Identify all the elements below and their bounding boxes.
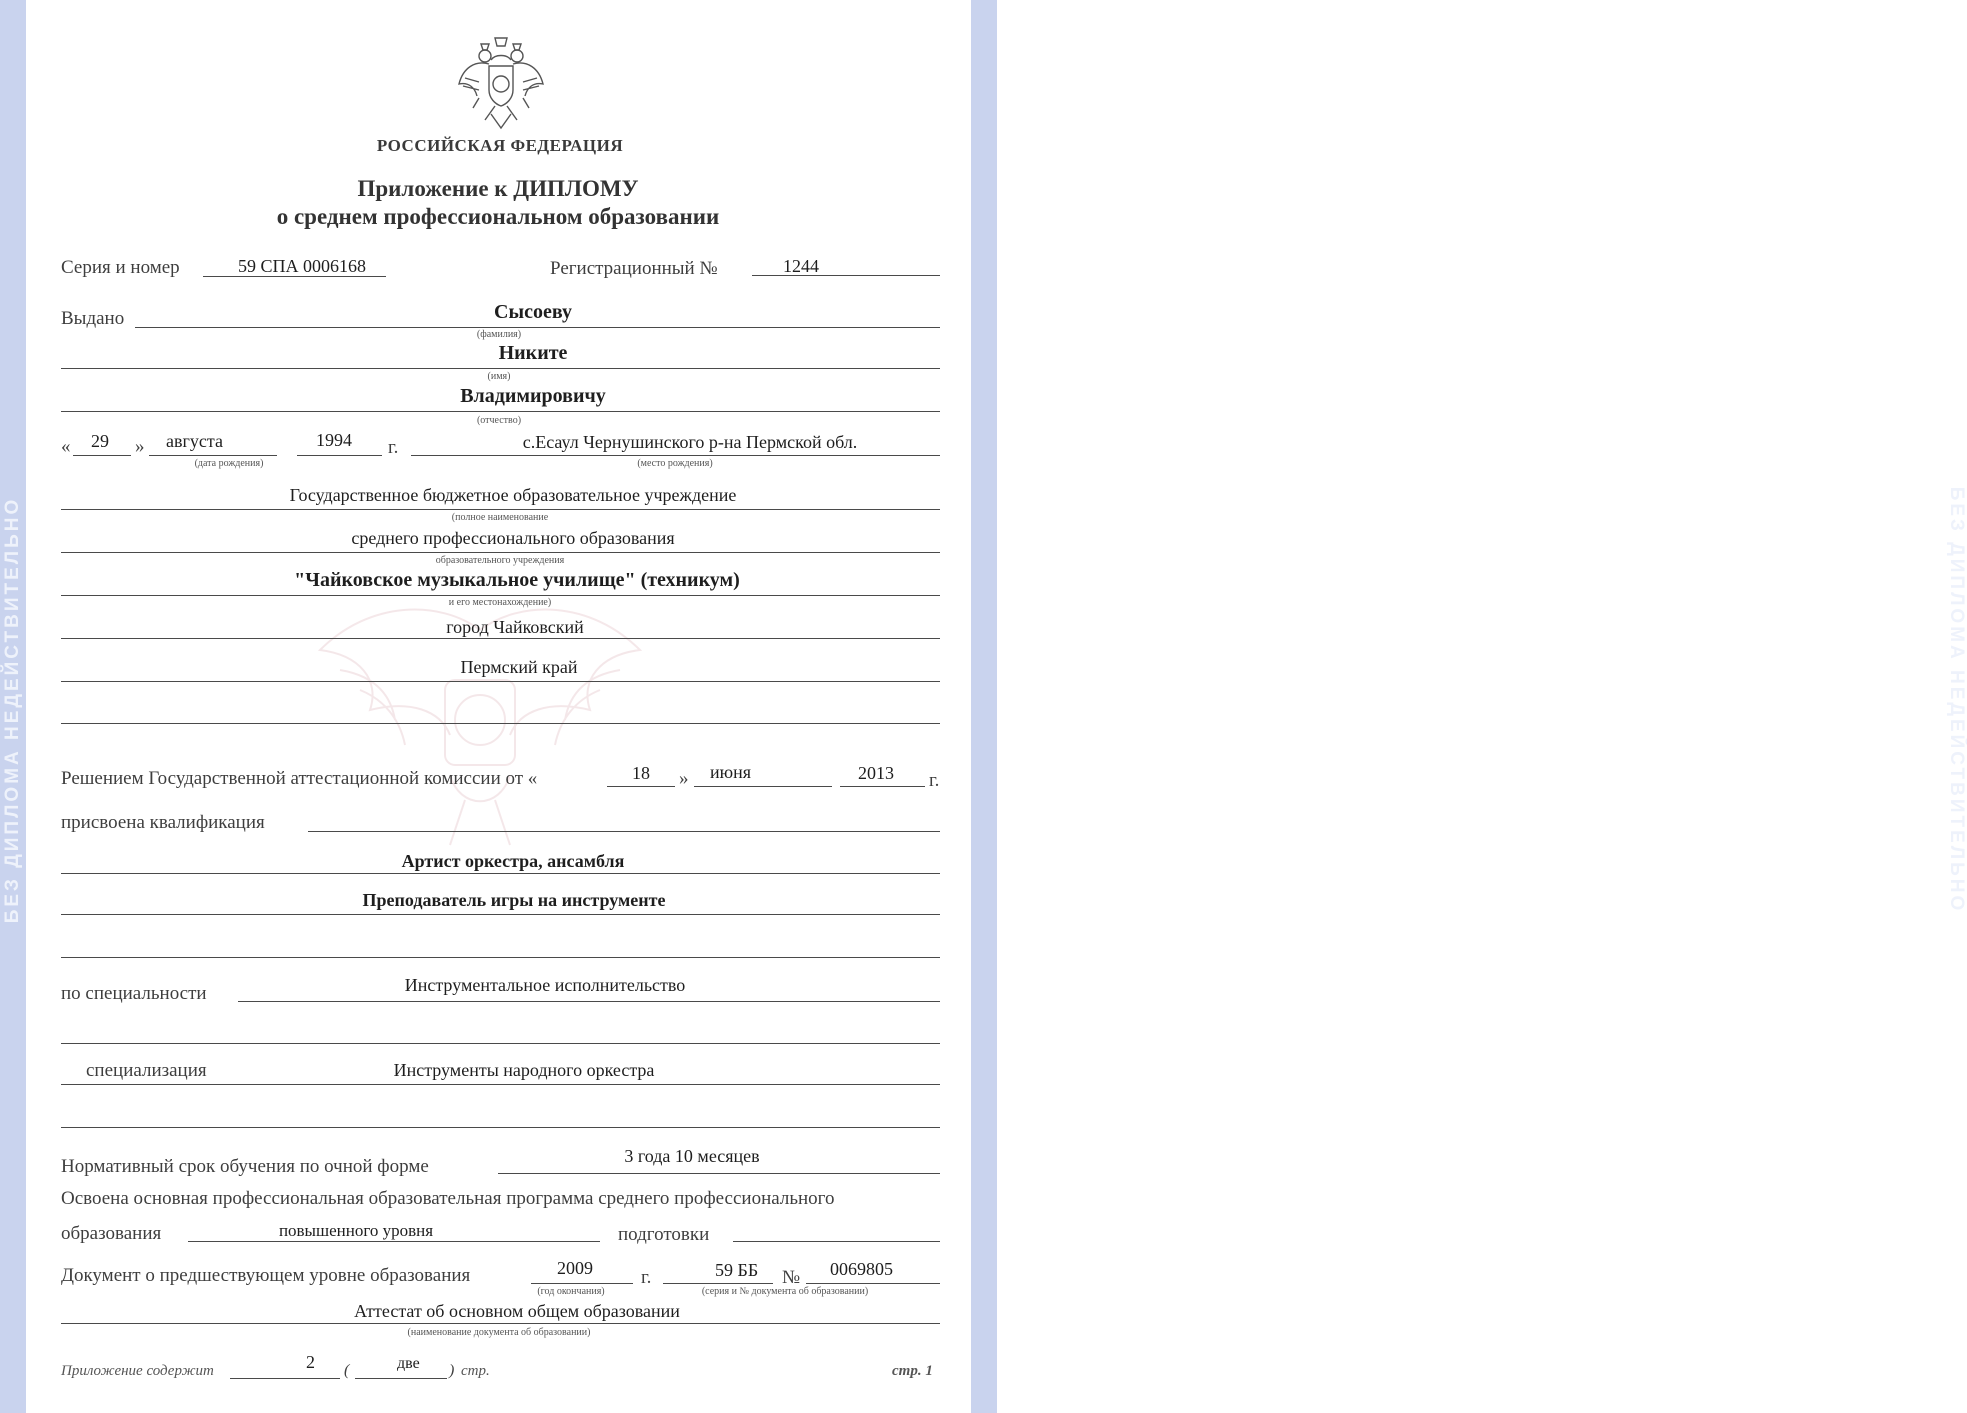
birth-year-underline: [297, 455, 382, 456]
country-heading: РОССИЙСКАЯ ФЕДЕРАЦИЯ: [376, 136, 624, 155]
program-line-1: Освоена основная профессиональная образовательная программа среднего профессионального: [61, 1188, 835, 1209]
institution-caption-3: и его местонахождение): [448, 597, 552, 608]
qualification-underline-0: [308, 831, 940, 832]
registration-value: 1244: [783, 256, 819, 276]
institution-line-3: "Чайковское музыкальное училище" (техникум): [294, 569, 740, 591]
coat-of-arms-emblem-icon: [455, 32, 547, 132]
institution-line-2: среднего профессионального образования: [351, 528, 675, 548]
study-term-value: 3 года 10 месяцев: [624, 1146, 760, 1166]
footer-paren-open: (: [344, 1362, 350, 1379]
blank-underline-3: [61, 1043, 940, 1044]
footer-pages-num-underline: [230, 1378, 340, 1379]
series-underline: [203, 276, 386, 277]
birth-day-close-quote: »: [135, 436, 145, 457]
institution-underline-5: [61, 681, 940, 682]
blank-underline-1: [61, 723, 940, 724]
program-level-value: повышенного уровня: [278, 1221, 434, 1240]
surname-underline: [135, 327, 940, 328]
previous-number-label: №: [782, 1267, 801, 1288]
footer-pages-suffix: стр.: [461, 1363, 490, 1379]
decision-month-value: июня: [710, 762, 751, 782]
patronymic-underline: [61, 411, 940, 412]
specialization-label: специализация: [86, 1060, 207, 1081]
footer-paren-close: ): [449, 1362, 455, 1379]
decision-day-value: 18: [632, 763, 650, 783]
series-label: Серия и номер: [61, 257, 180, 278]
footer-page-number: стр. 1: [892, 1363, 933, 1379]
specialty-label: по специальности: [61, 983, 207, 1004]
previous-number-underline: [806, 1283, 940, 1284]
institution-caption-1: (полное наименование: [451, 512, 549, 523]
decision-year-suffix: г.: [929, 770, 940, 791]
decision-day-close-quote: »: [679, 768, 689, 789]
previous-year-caption: (год окончания): [537, 1286, 605, 1297]
previous-series-underline: [663, 1283, 773, 1284]
specialization-value: Инструменты народного оркестра: [393, 1060, 655, 1080]
decision-year-value: 2013: [858, 763, 894, 783]
left-band-text: БЕЗ ДИПЛОМА НЕДЕЙСТВИТЕЛЬНО: [2, 496, 23, 924]
program-suffix-underline: [733, 1241, 940, 1242]
birth-place-underline: [411, 455, 940, 456]
birth-year-suffix: г.: [388, 437, 399, 458]
institution-underline-4: [61, 638, 940, 639]
previous-docname-caption: (наименование документа об образовании): [407, 1327, 591, 1338]
institution-region: Пермский край: [460, 657, 578, 677]
title-line-1: Приложение к ДИПЛОМУ: [357, 176, 639, 201]
name-value: Никите: [498, 342, 568, 364]
previous-year-suffix: г.: [641, 1267, 652, 1288]
registration-underline: [752, 275, 940, 276]
qualification-underline-2: [61, 914, 940, 915]
footer-pages-word: две: [397, 1355, 420, 1372]
program-level-underline: [188, 1241, 600, 1242]
right-security-band: [971, 0, 1967, 1413]
footer-pages-word-underline: [355, 1378, 447, 1379]
institution-underline-3: [61, 595, 940, 596]
birth-year-value: 1994: [316, 430, 352, 450]
footer-contains-label: Приложение содержит: [61, 1363, 214, 1379]
birth-place-caption: (место рождения): [637, 458, 713, 469]
birth-day-open-quote: «: [61, 436, 71, 457]
study-term-underline: [498, 1173, 940, 1174]
specialty-underline: [238, 1001, 940, 1002]
birth-day-underline: [73, 455, 131, 456]
birth-day-value: 29: [91, 431, 109, 451]
title-line-2: о среднем профессиональном образовании: [276, 204, 720, 229]
previous-year-underline: [531, 1283, 633, 1284]
blank-underline-2: [61, 957, 940, 958]
surname-value: Сысоеву: [494, 301, 572, 323]
specialization-underline: [61, 1084, 940, 1085]
decision-year-underline: [840, 786, 925, 787]
decision-label: Решением Государственной аттестационной комиссии от «: [61, 768, 538, 789]
previous-number-value: 0069805: [830, 1259, 893, 1279]
previous-series-caption: (серия и № документа об образовании): [701, 1286, 869, 1297]
study-term-label: Нормативный срок обучения по очной форме: [61, 1156, 429, 1177]
previous-year-value: 2009: [557, 1258, 593, 1278]
left-security-band: [0, 0, 26, 1413]
right-band-text: БЕЗ ДИПЛОМА НЕДЕЙСТВИТЕЛЬНО: [1946, 486, 1967, 914]
institution-underline-1: [61, 509, 940, 510]
specialty-value: Инструментальное исполнительство: [404, 975, 686, 995]
institution-city: город Чайковский: [446, 617, 584, 637]
registration-label: Регистрационный №: [550, 258, 718, 279]
decision-month-underline: [694, 786, 832, 787]
patronymic-value: Владимировичу: [460, 385, 606, 407]
footer-pages-num: 2: [306, 1352, 315, 1372]
qualification-line-2: Преподаватель игры на инструменте: [362, 890, 666, 910]
program-prefix: образования: [61, 1223, 162, 1244]
birth-month-underline: [149, 455, 277, 456]
previous-docname-underline: [61, 1323, 940, 1324]
name-underline: [61, 368, 940, 369]
qualification-label: присвоена квалификация: [61, 812, 265, 833]
decision-day-underline: [607, 786, 675, 787]
blank-underline-4: [61, 1127, 940, 1128]
patronymic-caption: (отчество): [476, 415, 522, 426]
previous-docname-value: Аттестат об основном общем образовании: [354, 1301, 680, 1321]
program-suffix: подготовки: [618, 1224, 710, 1245]
surname-caption: (фамилия): [476, 329, 522, 340]
institution-underline-2: [61, 552, 940, 553]
institution-caption-2: образовательного учреждения: [435, 555, 565, 566]
name-caption: (имя): [487, 371, 511, 382]
previous-series-value: 59 ББ: [715, 1260, 759, 1280]
birth-month-value: августа: [166, 431, 223, 451]
qualification-underline-1: [61, 873, 940, 874]
series-value: 59 СПА 0006168: [238, 256, 367, 276]
institution-line-1: Государственное бюджетное образовательное учреждение: [289, 485, 737, 505]
previous-doc-label: Документ о предшествующем уровне образования: [61, 1265, 471, 1286]
qualification-line-1: Артист оркестра, ансамбля: [401, 851, 625, 871]
birth-date-caption: (дата рождения): [194, 458, 264, 469]
issued-label: Выдано: [61, 308, 125, 329]
birth-place-value: с.Есаул Чернушинского р-на Пермской обл.: [522, 432, 858, 452]
